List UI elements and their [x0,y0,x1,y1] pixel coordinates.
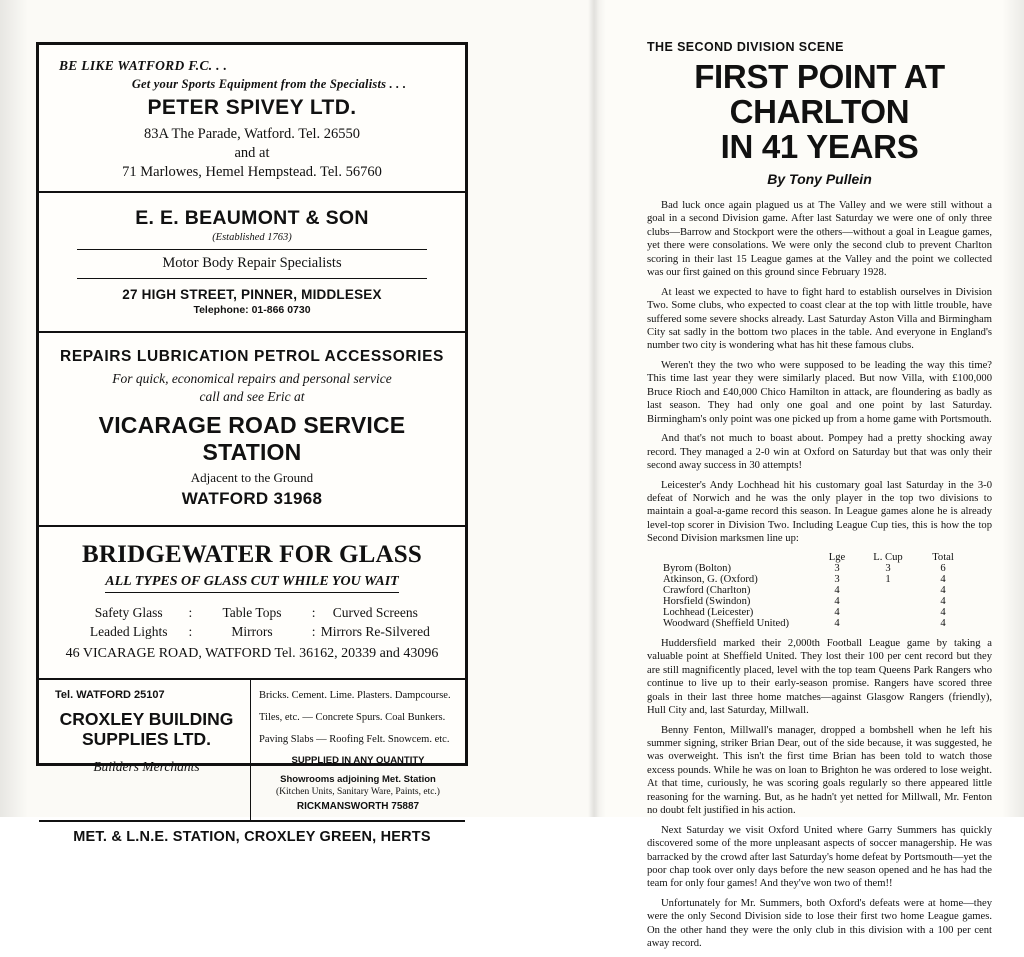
ad-bridgewater-for-glass [39,527,465,678]
ad-kitchen-note: (Kitchen Units, Sanitary Ware, Paints, etc.) [276,787,440,798]
cell-player: Woodward (Sheffield United) [663,617,790,629]
cell-player: Horsfield (Swindon) [663,595,751,607]
ad-croxley-building-supplies [39,680,465,820]
column-header-total: Total [932,551,954,563]
ad-telephone: Telephone: 01-866 0730 [193,304,311,316]
ad-services-row [72,605,432,621]
ad-service-item: Mirrors Re-Silvered [320,624,430,639]
cell-total: 4 [940,584,946,596]
cell-total: 4 [940,595,946,607]
article-body [647,199,992,951]
ad-address: 27 HIGH STREET, PINNER, MIDDLESEX [122,287,382,302]
ad-croxley-right-column [251,680,465,820]
headline-line-1: FIRST POINT AT CHARLTON [694,58,945,130]
ad-services-row [72,624,432,640]
cell-league-cup [859,607,917,618]
cell-player: Lochhead (Leicester) [663,606,754,618]
ad-service-separator: : [188,624,193,639]
article-kicker: THE SECOND DIVISION SCENE [647,40,844,54]
article [647,40,992,957]
ad-showrooms-note: Showrooms adjoining Met. Station [280,774,436,786]
ad-services-list: REPAIRS LUBRICATION PETROL ACCESSORIES [60,348,444,365]
cell-league: 3 [834,562,840,574]
cell-total: 4 [940,606,946,618]
ad-address: 46 VICARAGE ROAD, WATFORD Tel. 36162, 20339 and 43096 [65,646,439,661]
cell-league-cup: 3 [885,562,891,574]
ad-subtitle: ALL TYPES OF GLASS CUT WHILE YOU WAIT [105,574,398,593]
ad-services-grid [72,605,432,640]
divider-thin [77,278,427,279]
cell-league: 4 [834,617,840,629]
ad-vicarage-road-service-station [39,333,465,525]
article-paragraph: Benny Fenton, Millwall's manager, dropped a bombshell when he left his summer signing, striker Brian Dear, out of the side because, it was suggested, he was overweight. This isn't the first time Brian has been told to watch those excess pounds. While he was on loan to Brighton he was ordered to lose weight. At that time, curiously, he was scoring goals regularly so there appeared little reasoning for the warning. But, as he hadn't yet netted for Millwall, Mr. Fenton no doubt felt justified in his action. [647,724,992,817]
divider-thin [77,249,427,250]
table-row [647,563,992,574]
ad-service-separator: : [188,605,193,620]
ad-address-primary: 83A The Parade, Watford. Tel. 26550 [143,126,361,142]
ad-tagline-primary: BE LIKE WATFORD F.C. . . [59,58,228,73]
ad-service-separator: : [311,605,316,620]
ad-croxley-left-column [39,680,251,820]
ad-service-item: Curved Screens [332,605,418,620]
ad-station-line: MET. & L.N.E. STATION, CROXLEY GREEN, HERTS [73,829,431,846]
ad-rickmansworth-telephone: RICKMANSWORTH 75887 [296,801,420,813]
article-headline [647,60,992,165]
left-edge-shadow [0,0,28,817]
ad-telephone: WATFORD 31968 [181,489,323,508]
cell-total: 4 [940,573,946,585]
cell-league-cup [859,585,917,596]
article-paragraph: At least we expected to have to fight hard to establish ourselves in Division Two. Some clubs, who expected to coast clear at the top with little trouble, have suffered some severe shocks already. Last Saturday Aston Villa and Birmingham City sat sadly in the bottom two places in the table. And everyone in England's number two city is wondering what has hit these famous clubs. [647,286,992,352]
cell-total: 6 [940,562,946,574]
cell-league: 4 [834,595,840,607]
cell-league-cup [859,596,917,607]
top-scorers-table [647,552,992,629]
column-header-league: Lge [828,551,846,563]
article-paragraph: Leicester's Andy Lochhead hit his customary goal last Saturday in the 3-0 defeat of Norwich and he was the only player in the top two divisions to maintain a goal-a-game record this season. In League games alone he is already level-top scorer in Division Two. Including League Cup ties, this is how the top Second Division marksmen line up: [647,479,992,545]
ad-goods-line: Bricks. Cement. Lime. Plasters. Dampcourse. [259,690,451,701]
article-paragraph: And that's not much to boast about. Pompey had a pretty shocking away record. They managed a 2-0 win at Oxford on Saturday but that was only their second away success in 30 attempts! [647,433,992,472]
ad-service-item: Mirrors [231,624,273,639]
ad-subtitle: Motor Body Repair Specialists [162,255,342,271]
ad-telephone: Tel. WATFORD 25107 [55,689,165,701]
ad-peter-spivey [39,45,465,191]
cell-player: Crawford (Charlton) [663,584,751,596]
ad-service-item: Safety Glass [94,605,163,620]
table-row [647,574,992,585]
cell-league: 4 [834,606,840,618]
table-header-row [647,552,992,563]
ad-description-line2: call and see Eric at [199,389,305,404]
centre-fold [588,0,606,817]
cell-league-cup: 1 [885,573,891,585]
ad-tagline-secondary: Get your Sports Equipment from the Specialists . . . [131,77,407,91]
ad-location-note: Adjacent to the Ground [190,470,314,485]
article-paragraph: Unfortunately for Mr. Summers, both Oxford's defeats were at home—they were the only Second Division side to lose their first two home League games. On the other hand they were the only club in this division with a 100 per cent away record. [647,897,992,950]
ad-business-name: VICARAGE ROAD SERVICE STATION [98,412,406,465]
ad-service-item: Table Tops [222,605,282,620]
cell-player: Atkinson, G. (Oxford) [663,573,758,585]
ad-business-name: E. E. BEAUMONT & SON [135,207,369,229]
ad-supplied-note: SUPPLIED IN ANY QUANTITY [291,755,425,767]
ad-service-separator: : [311,624,316,639]
cell-player: Byrom (Bolton) [663,562,731,574]
ad-goods-line: Paving Slabs — Roofing Felt. Snowcem. etc. [259,733,450,745]
table-row [647,618,992,629]
cell-league-cup [859,618,917,629]
ad-established: (Established 1763) [212,232,292,243]
ad-business-name: PETER SPIVEY LTD. [147,96,357,119]
ad-and-at: and at [234,145,270,161]
article-paragraph: Weren't they the two who were supposed to be leading the way this time? This time last year they were similarly placed. But now Villa, with £100,000 Bruce Rioch and £40,000 Chico Hamilton in attack, are floundering as badly as last season. They had only one goal and one point by last Saturday. Birmingham's only point was one picked up from a home game with Portsmouth. [647,359,992,425]
right-edge-shadow [1002,0,1024,817]
cell-league: 4 [834,584,840,596]
column-header-player [647,552,815,563]
ad-address-secondary: 71 Marlowes, Hemel Hempstead. Tel. 56760 [122,164,382,180]
ad-business-name: BRIDGEWATER FOR GLASS [82,541,422,568]
ad-service-item: Leaded Lights [89,624,168,639]
table-row [647,585,992,596]
article-byline: By Tony Pullein [767,170,872,187]
ad-goods-line: Tiles, etc. — Concrete Spurs. Coal Bunkers. [259,711,446,723]
ad-business-name: CROXLEY BUILDING SUPPLIES LTD. [59,709,234,750]
advertisement-box [36,42,468,846]
ad-trade-description: Builders Merchants [93,759,200,775]
ad-ee-beaumont [39,193,465,331]
table-row [647,596,992,607]
cell-total: 4 [940,617,946,629]
cell-league: 3 [834,573,840,585]
column-header-league-cup: L. Cup [873,551,903,563]
ad-description-line1: For quick, economical repairs and personal service [112,371,392,386]
article-paragraph: Bad luck once again plagued us at The Valley and we were still without a goal in a second Division game. After last Saturday we were one of only three clubs—Barrow and Stockport were the others—without a goal in League games, yet there were consolations. We were only the second club to prevent Charlton scoring in their last 15 League games at the Valley and the point we collected was our first gained on this ground since February 1928. [647,199,992,279]
article-paragraph: Next Saturday we visit Oxford United where Garry Summers has quickly discovered some of the more unpleasant aspects of soccer managership. He was barracked by the crowd after last Saturday's home defeat by Portsmouth—yet the poor chap took over only days before the new season opened and he has had the team for only four games! And they've won two of them!! [647,824,992,890]
table-row [647,607,992,618]
article-paragraph: Huddersfield marked their 2,000th Football League game by taking a valuable point at Sheffield United. They lost their 100 per cent record but they are still magnificently placed, level with the top team Queens Park Rangers who continue to live up to their early-season promise. Rangers have scored three goals in their last three home matches—against Glasgow Rangers (friendly), Hull City and, last Saturday, Millwall. [647,637,992,717]
headline-line-2: IN 41 YEARS [720,127,919,165]
